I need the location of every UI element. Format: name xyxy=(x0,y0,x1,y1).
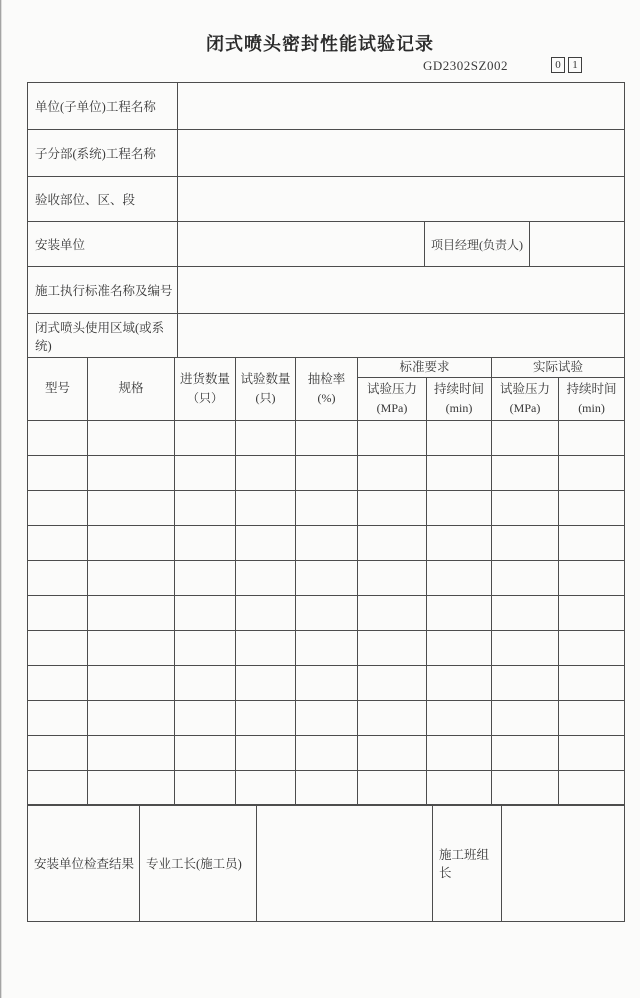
data-cell xyxy=(175,665,236,700)
page-number-boxes xyxy=(551,57,582,73)
data-cell xyxy=(492,595,559,630)
data-cell xyxy=(28,560,88,595)
data-row xyxy=(28,770,625,805)
form-title: 闭式喷头密封性能试验记录 xyxy=(206,34,434,54)
data-cell xyxy=(492,630,559,665)
data-cell xyxy=(296,700,358,735)
data-cell xyxy=(427,420,492,455)
sprinkler-area-label: 闭式喷头使用区域(或系统) xyxy=(28,314,178,358)
data-cell xyxy=(559,525,625,560)
data-cell xyxy=(28,770,88,805)
data-cell xyxy=(559,560,625,595)
data-cell xyxy=(236,630,296,665)
data-cell xyxy=(492,455,559,490)
data-cell xyxy=(28,420,88,455)
data-cell xyxy=(492,525,559,560)
data-cell xyxy=(358,420,427,455)
data-cell xyxy=(296,490,358,525)
data-cell xyxy=(559,630,625,665)
data-cell xyxy=(427,630,492,665)
data-cell xyxy=(28,665,88,700)
info-row xyxy=(28,130,625,177)
signature-row xyxy=(28,805,625,922)
data-cell xyxy=(427,525,492,560)
data-cell xyxy=(236,735,296,770)
data-row xyxy=(28,420,625,455)
data-cell xyxy=(358,490,427,525)
data-cell xyxy=(296,630,358,665)
data-cell xyxy=(236,770,296,805)
page-number-box-right: 1 xyxy=(568,57,582,73)
data-cell xyxy=(492,700,559,735)
data-cell xyxy=(559,595,625,630)
info-row xyxy=(28,83,625,130)
data-cell xyxy=(358,560,427,595)
data-cell xyxy=(236,455,296,490)
data-cell xyxy=(559,700,625,735)
data-cell xyxy=(175,490,236,525)
form-table xyxy=(27,82,624,922)
data-cell xyxy=(427,770,492,805)
data-cell xyxy=(427,490,492,525)
column-header-test-qty: 试验数量 (只) xyxy=(236,357,296,420)
professional-foreman-label: 专业工长(施工员) xyxy=(140,805,257,922)
data-cell xyxy=(28,735,88,770)
construction-standard-value xyxy=(178,267,625,314)
data-cell xyxy=(88,630,175,665)
data-cell xyxy=(296,455,358,490)
professional-foreman-signature xyxy=(257,805,433,922)
data-cell xyxy=(28,525,88,560)
crew-leader-label: 施工班组长 xyxy=(433,805,502,922)
data-cell xyxy=(358,630,427,665)
data-cell xyxy=(236,595,296,630)
data-cell xyxy=(559,665,625,700)
data-cell xyxy=(88,700,175,735)
project-manager-label: 项目经理(负责人) xyxy=(425,222,530,267)
data-cell xyxy=(296,525,358,560)
data-cell xyxy=(492,665,559,700)
info-section xyxy=(27,82,625,358)
data-row xyxy=(28,735,625,770)
info-row xyxy=(28,222,625,267)
data-cell xyxy=(427,735,492,770)
data-row xyxy=(28,630,625,665)
data-cell xyxy=(427,560,492,595)
data-row xyxy=(28,490,625,525)
data-cell xyxy=(175,560,236,595)
data-cell xyxy=(28,630,88,665)
data-cell xyxy=(28,490,88,525)
column-header-std-test-pressure: 试验压力 (MPa) xyxy=(358,377,427,420)
data-cell xyxy=(559,455,625,490)
data-cell xyxy=(296,560,358,595)
info-row xyxy=(28,177,625,222)
data-cell xyxy=(358,455,427,490)
data-cell xyxy=(175,455,236,490)
column-header-actual-test-pressure: 试验压力 (MPa) xyxy=(492,377,559,420)
data-cell xyxy=(296,770,358,805)
page-number-box-left: 0 xyxy=(551,57,565,73)
data-cell xyxy=(88,420,175,455)
data-cell xyxy=(236,525,296,560)
data-cell xyxy=(88,525,175,560)
data-cell xyxy=(236,490,296,525)
unit-project-name-label: 单位(子单位)工程名称 xyxy=(28,83,178,130)
column-header-model: 型号 xyxy=(28,357,88,420)
signature-section xyxy=(27,804,625,922)
data-cell xyxy=(175,525,236,560)
form-code: GD2302SZ002 xyxy=(423,58,508,73)
installation-check-result-label: 安装单位检查结果 xyxy=(28,805,140,922)
column-header-purchase-qty: 进货数量 （只） xyxy=(175,357,236,420)
data-cell xyxy=(492,560,559,595)
data-row xyxy=(28,560,625,595)
data-cell xyxy=(358,735,427,770)
column-header-sampling-rate: 抽检率 (%) xyxy=(296,357,358,420)
data-cell xyxy=(88,595,175,630)
scan-edge-shadow xyxy=(0,0,2,998)
data-cell xyxy=(492,770,559,805)
data-cell xyxy=(175,770,236,805)
data-cell xyxy=(427,665,492,700)
data-cell xyxy=(88,665,175,700)
unit-project-name-value xyxy=(178,83,625,130)
data-cell xyxy=(175,700,236,735)
crew-leader-signature xyxy=(502,805,625,922)
installation-unit-label: 安装单位 xyxy=(28,222,178,267)
data-cell xyxy=(559,420,625,455)
group-header-actual-test: 实际试验 xyxy=(492,357,625,377)
data-cell xyxy=(236,665,296,700)
sprinkler-area-value xyxy=(178,314,625,358)
data-cell xyxy=(175,595,236,630)
data-row xyxy=(28,700,625,735)
data-cell xyxy=(28,700,88,735)
data-cell xyxy=(427,700,492,735)
acceptance-part-label: 验收部位、区、段 xyxy=(28,177,178,222)
data-cell xyxy=(358,595,427,630)
data-cell xyxy=(358,665,427,700)
data-row xyxy=(28,525,625,560)
data-cell xyxy=(559,490,625,525)
data-cell xyxy=(236,700,296,735)
data-cell xyxy=(296,420,358,455)
data-cell xyxy=(427,455,492,490)
column-header-std-duration: 持续时间 (min) xyxy=(427,377,492,420)
data-cell xyxy=(492,420,559,455)
data-row xyxy=(28,455,625,490)
data-cell xyxy=(236,420,296,455)
acceptance-part-value xyxy=(178,177,625,222)
group-header-standard-requirement: 标准要求 xyxy=(358,357,492,377)
data-cell xyxy=(88,560,175,595)
data-cell xyxy=(175,420,236,455)
data-cell xyxy=(88,455,175,490)
info-row xyxy=(28,314,625,358)
column-header-spec: 规格 xyxy=(88,357,175,420)
data-cell xyxy=(559,735,625,770)
data-cell xyxy=(236,560,296,595)
data-cell xyxy=(88,770,175,805)
installation-unit-value xyxy=(178,222,425,267)
data-cell xyxy=(358,700,427,735)
data-cell xyxy=(88,490,175,525)
data-cell xyxy=(88,735,175,770)
data-cell xyxy=(175,630,236,665)
info-row xyxy=(28,267,625,314)
data-row xyxy=(28,665,625,700)
data-row xyxy=(28,595,625,630)
data-cell xyxy=(492,735,559,770)
data-cell xyxy=(492,490,559,525)
subsystem-project-name-value xyxy=(178,130,625,177)
data-cell xyxy=(358,770,427,805)
project-manager-value xyxy=(530,222,625,267)
data-cell xyxy=(28,455,88,490)
construction-standard-label: 施工执行标准名称及编号 xyxy=(28,267,178,314)
data-cell xyxy=(559,770,625,805)
data-cell xyxy=(28,595,88,630)
subsystem-project-name-label: 子分部(系统)工程名称 xyxy=(28,130,178,177)
data-cell xyxy=(296,665,358,700)
data-cell xyxy=(427,595,492,630)
data-cell xyxy=(296,595,358,630)
data-cell xyxy=(175,735,236,770)
data-cell xyxy=(296,735,358,770)
data-header-group-row xyxy=(28,357,625,377)
data-cell xyxy=(358,525,427,560)
test-data-section xyxy=(27,357,625,806)
column-header-actual-duration: 持续时间 (min) xyxy=(559,377,625,420)
